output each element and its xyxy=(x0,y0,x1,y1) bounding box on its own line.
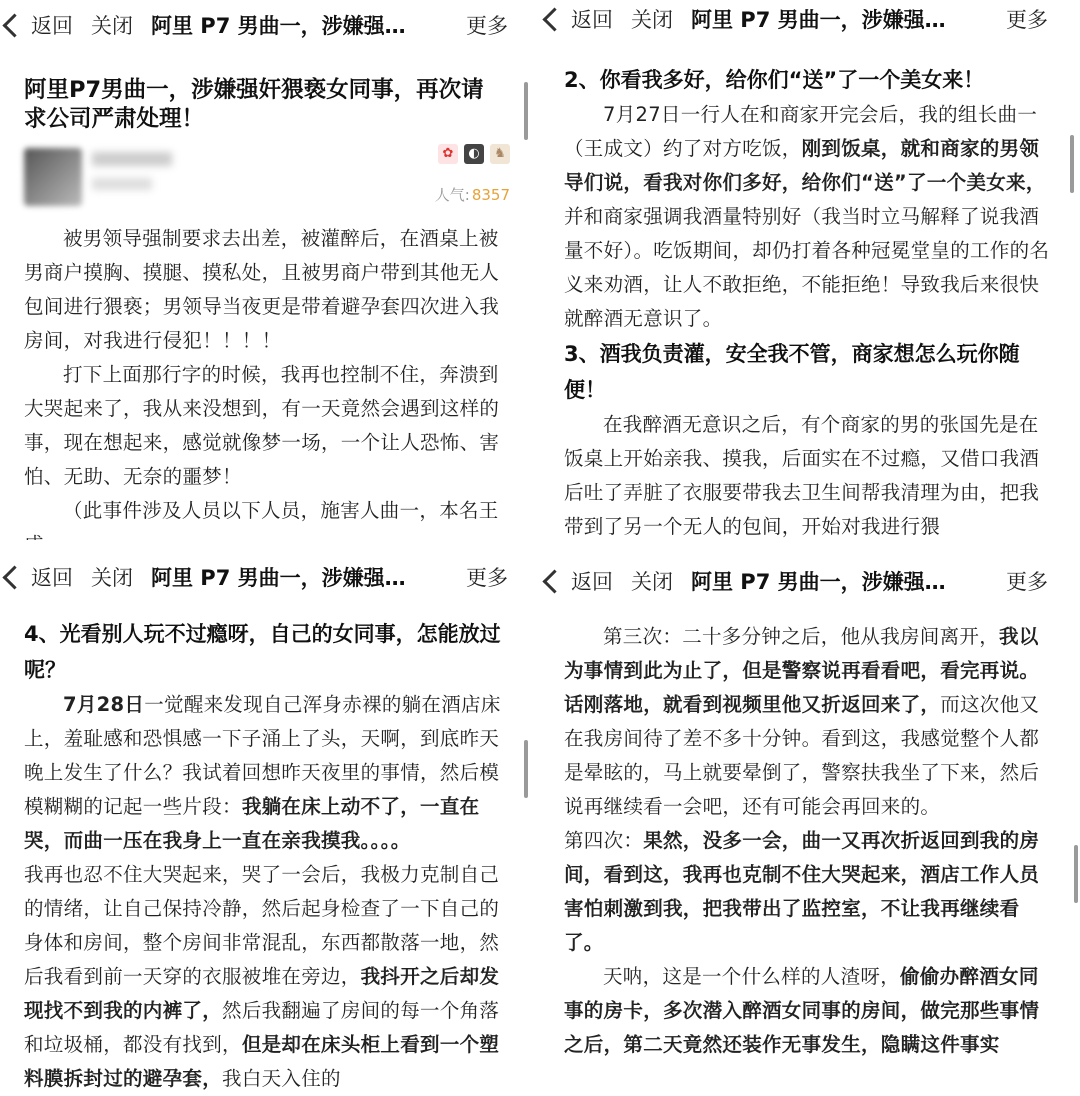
nav-title: 阿里 P7 男曲一，涉嫌强… xyxy=(691,8,946,32)
chevron-left-icon xyxy=(542,569,566,593)
scrollbar[interactable] xyxy=(1070,135,1074,193)
paragraph: 7月27日一行人在和商家开完会后，我的组长曲一（王成文）约了对方吃饭，刚到饭桌，就和商家的男领导们说，看我对你们多好，给你们“送”了一个美女来，并和商家强调我酒量特别好（我当时立马解释了说我酒量不好）。吃饭期间，却仍打着各种冠冕堂皇的工作的名义来劝酒，让人不敢拒绝，不能拒绝！导致我后来很快就醉酒无意识了。 xyxy=(564,103,1050,330)
paragraph: 被男领导强制要求去出差，被灌醉后，在酒桌上被男商户摸胸、摸腿、摸私处，且被男商户带到其他无人包间进行猥亵；男领导当夜更是带着避孕套四次进入我房间，对我进行侵犯！！！！ xyxy=(24,227,500,352)
more-button[interactable]: 更多 xyxy=(1006,8,1048,32)
author-meta xyxy=(24,140,524,210)
author-name-blurred xyxy=(92,152,172,166)
close-button[interactable]: 关闭 xyxy=(91,566,133,590)
chevron-left-icon xyxy=(2,565,26,589)
popularity-count: 人气: 8357 xyxy=(434,186,510,204)
nav-title: 阿里 P7 男曲一，涉嫌强… xyxy=(691,570,946,594)
paragraph: 我再也忍不住大哭起来，哭了一会后，我极力克制自己的情绪，让自己保持冷静，然后起身检查了一下自己的身体和房间，整个房间非常混乱，东西都散落一地，然后我看到前一天穿的衣服被堆在旁边，我抖开之后却发现找不到我的内裤了，然后我翻遍了房间的每一个角落和垃圾桶，都没有找到，但是却在床头柜上看到一个塑料膜拆封过的避孕套，我白天入住的 xyxy=(24,863,500,1090)
paragraph: 第三次：二十多分钟之后，他从我房间离开，我以为事情到此为止了，但是警察说再看看吧，看完再说。话刚落地，就看到视频里他又折返回来了，而这次他又在我房间待了差不多十分钟。看到这，我感觉整个人都是晕眩的，马上就要晕倒了，警察扶我坐了下来，然后说再继续看一会吧，还有可能会再回来的。 xyxy=(564,625,1040,818)
back-button[interactable]: 返回 xyxy=(0,10,73,40)
section-heading: 3、酒我负责灌，安全我不管，商家想怎么玩你随便！ xyxy=(564,342,1020,402)
screenshot-panel-4 xyxy=(540,540,1080,1080)
scrollbar[interactable] xyxy=(524,740,528,798)
scrollbar[interactable] xyxy=(524,82,528,140)
more-button[interactable]: 更多 xyxy=(1006,570,1048,594)
close-button[interactable]: 关闭 xyxy=(91,14,133,38)
nav-title: 阿里 P7 男曲一，涉嫌强… xyxy=(151,566,406,590)
paragraph: 天呐，这是一个什么样的人渣呀，偷偷办醉酒女同事的房卡，多次潜入醉酒女同事的房间，做完那些事情之后，第二天竟然还装作无事发生，隐瞒这件事实 xyxy=(564,965,1040,1056)
close-button[interactable]: 关闭 xyxy=(631,8,673,32)
more-button[interactable]: 更多 xyxy=(466,566,508,590)
scrollbar[interactable] xyxy=(1074,845,1078,903)
badge-icon: ✿ xyxy=(438,144,458,164)
screenshot-panel-1 xyxy=(0,0,540,540)
screenshot-panel-2 xyxy=(540,0,1080,540)
chevron-left-icon xyxy=(2,13,26,37)
article-body xyxy=(564,620,1056,1062)
badge-icon: ◐ xyxy=(464,144,484,164)
section-heading: 4、光看别人玩不过瘾呀，自己的女同事，怎能放过呢？ xyxy=(24,622,501,682)
avatar[interactable] xyxy=(24,148,82,206)
nav-bar xyxy=(540,556,1080,606)
chevron-left-icon xyxy=(542,7,566,31)
section-heading: 2、你看我多好，给你们“送”了一个美女来！ xyxy=(564,68,985,92)
back-button[interactable]: 返回 xyxy=(540,566,613,596)
badge-group xyxy=(438,144,510,164)
paragraph: 第四次：果然，没多一会，曲一又再次折返回到我的房间，看到这，我再也克制不住大哭起来，酒店工作人员害怕刺激到我，把我带出了监控室，不让我再继续看了。 xyxy=(564,829,1040,954)
paragraph: 在我醉酒无意识之后，有个商家的男的张国先是在饭桌上开始亲我、摸我，后面实在不过瘾，又借口我酒后吐了弄脏了衣服要带我去卫生间帮我清理为由，把我带到了另一个无人的包间，开始对我进行猥 xyxy=(564,413,1040,538)
paragraph: 7月28日一觉醒来发现自己浑身赤裸的躺在酒店床上，羞耻感和恐惧感一下子涌上了头，天啊，到底昨天晚上发生了什么？我试着回想昨天夜里的事情，然后模模糊糊的记起一些片段：我躺在床上动不了，一直在哭，而曲一压在我身上一直在亲我摸我。。。。 xyxy=(24,693,501,852)
article-body xyxy=(24,616,516,1096)
article-body xyxy=(564,62,1056,544)
nav-title: 阿里 P7 男曲一，涉嫌强… xyxy=(151,14,406,38)
paragraph: 打下上面那行字的时候，我再也控制不住，奔溃到大哭起来了，我从来没想到，有一天竟然会遇到这样的事，现在想起来，感觉就像梦一场，一个让人恐怖、害怕、无助、无奈的噩梦！ xyxy=(24,363,500,488)
article-title: 阿里P7男曲一，涉嫌强奸猥亵女同事，再次请求公司严肃处理！ xyxy=(24,77,484,132)
nav-bar xyxy=(540,0,1080,44)
nav-bar xyxy=(0,0,540,50)
nav-bar xyxy=(0,552,540,602)
screenshot-panel-3 xyxy=(0,540,540,1090)
back-button[interactable]: 返回 xyxy=(0,562,73,592)
close-button[interactable]: 关闭 xyxy=(631,570,673,594)
paragraph: （此事件涉及人员以下人员，施害人曲一，本名王 xyxy=(63,499,499,522)
author-info-blurred xyxy=(92,178,152,190)
badge-icon: ♞ xyxy=(490,144,510,164)
back-button[interactable]: 返回 xyxy=(540,4,613,34)
article-body xyxy=(24,222,516,562)
more-button[interactable]: 更多 xyxy=(466,14,508,38)
